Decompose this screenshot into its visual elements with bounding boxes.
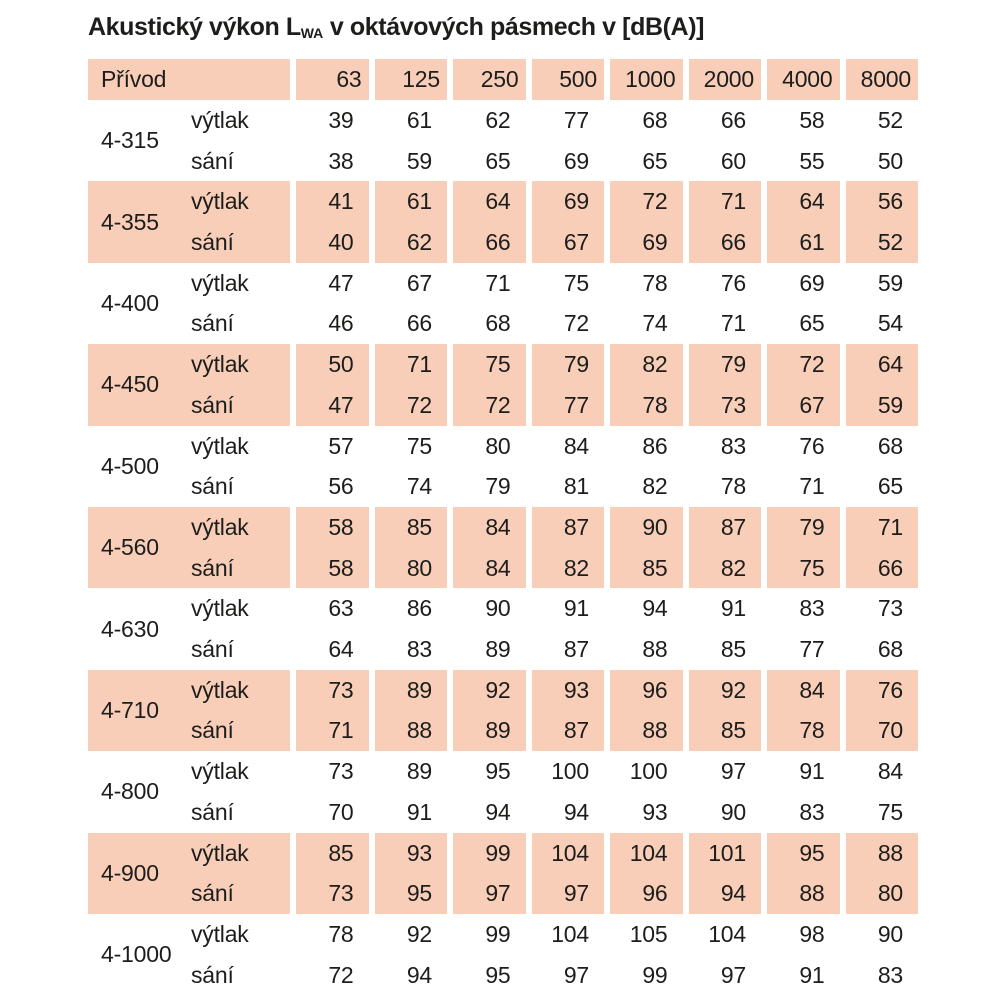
value-cell-4-710-vytlak-4000: 84 [761, 670, 840, 711]
row-label-vytlak: výtlak [191, 351, 249, 378]
model-label: 4-710 [101, 696, 159, 723]
value-cell-4-900-vytlak-125: 93 [369, 833, 448, 874]
value-cell-4-500-sani-4000: 71 [761, 466, 840, 507]
value-cell-4-900-vytlak-1000: 104 [604, 833, 683, 874]
table-group-4-355 [88, 181, 918, 262]
header-cell-63: 63 [290, 59, 369, 100]
model-label: 4-315 [101, 127, 159, 154]
group-label-block [88, 426, 290, 507]
row-labels [191, 100, 290, 181]
value-cell-4-710-sani-250: 89 [447, 710, 526, 751]
value-cell-4-355-sani-4000: 61 [761, 222, 840, 263]
value-cell-4-400-vytlak-4000: 69 [761, 263, 840, 304]
value-cell-4-355-sani-500: 67 [526, 222, 605, 263]
model-label: 4-1000 [101, 941, 172, 968]
row-label-vytlak: výtlak [191, 107, 249, 133]
value-cell-4-800-vytlak-8000: 84 [840, 751, 919, 792]
row-label-vytlak: výtlak [191, 595, 249, 622]
table-header-row [88, 59, 918, 100]
value-cell-4-450-vytlak-1000: 82 [604, 344, 683, 385]
value-cell-4-560-vytlak-63: 58 [290, 507, 369, 548]
value-cell-4-630-vytlak-63: 63 [290, 588, 369, 629]
row-label-vytlak: výtlak [191, 920, 249, 947]
value-cell-4-560-sani-1000: 85 [604, 548, 683, 589]
group-label-block [88, 751, 290, 832]
value-cell-4-1000-vytlak-125: 92 [369, 914, 448, 955]
group-label-block [88, 344, 290, 425]
value-cell-4-1000-vytlak-4000: 98 [761, 914, 840, 955]
value-cell-4-450-sani-250: 72 [447, 385, 526, 426]
value-cell-4-630-sani-8000: 68 [840, 629, 919, 670]
value-cell-4-1000-vytlak-1000: 105 [604, 914, 683, 955]
value-cell-4-315-vytlak-63: 39 [290, 100, 369, 141]
value-cell-4-500-vytlak-63: 57 [290, 426, 369, 467]
value-cell-4-450-sani-1000: 78 [604, 385, 683, 426]
table-group-4-630 [88, 588, 918, 669]
title-text-prefix: Akustický výkon L [88, 13, 301, 41]
value-cell-4-355-vytlak-500: 69 [526, 181, 605, 222]
value-cell-4-400-sani-125: 66 [369, 303, 448, 344]
value-cell-4-355-vytlak-4000: 64 [761, 181, 840, 222]
value-cell-4-630-sani-4000: 77 [761, 629, 840, 670]
group-label-block [88, 100, 290, 181]
value-cell-4-500-sani-250: 79 [447, 466, 526, 507]
value-cell-4-500-sani-125: 74 [369, 466, 448, 507]
value-cell-4-400-sani-4000: 65 [761, 303, 840, 344]
value-cell-4-630-sani-125: 83 [369, 629, 448, 670]
value-cell-4-500-vytlak-8000: 68 [840, 426, 919, 467]
value-cell-4-900-vytlak-8000: 88 [840, 833, 919, 874]
value-cell-4-560-sani-2000: 82 [683, 548, 762, 589]
value-cell-4-710-sani-4000: 78 [761, 710, 840, 751]
value-cell-4-900-vytlak-63: 85 [290, 833, 369, 874]
header-cell-250: 250 [447, 59, 526, 100]
row-label-vytlak: výtlak [191, 432, 249, 459]
header-frequency-cells [290, 59, 918, 100]
value-cell-4-1000-sani-125: 94 [369, 955, 448, 996]
value-cell-4-800-vytlak-4000: 91 [761, 751, 840, 792]
value-cell-4-800-sani-250: 94 [447, 792, 526, 833]
value-cell-4-450-vytlak-125: 71 [369, 344, 448, 385]
value-cell-4-560-vytlak-1000: 90 [604, 507, 683, 548]
group-values [290, 263, 918, 344]
row-label-vytlak: výtlak [191, 513, 249, 540]
value-cell-4-400-vytlak-8000: 59 [840, 263, 919, 304]
table-title [88, 13, 704, 42]
row-label-sani: sání [191, 147, 234, 174]
value-cell-4-900-sani-4000: 88 [761, 873, 840, 914]
value-cell-4-450-vytlak-2000: 79 [683, 344, 762, 385]
row-labels [191, 670, 290, 751]
value-cell-4-560-sani-8000: 66 [840, 548, 919, 589]
group-values [290, 100, 918, 181]
value-cell-4-1000-sani-2000: 97 [683, 955, 762, 996]
group-values [290, 507, 918, 588]
row-label-sani: sání [191, 554, 234, 581]
row-label-sani: sání [191, 391, 234, 418]
value-cell-4-800-sani-63: 70 [290, 792, 369, 833]
row-labels [191, 833, 290, 914]
model-label: 4-800 [101, 778, 159, 805]
value-cell-4-800-sani-1000: 93 [604, 792, 683, 833]
value-cell-4-315-vytlak-250: 62 [447, 100, 526, 141]
value-cell-4-355-vytlak-2000: 71 [683, 181, 762, 222]
title-subscript: WA [300, 25, 324, 41]
table-group-4-500 [88, 426, 918, 507]
value-cell-4-630-sani-500: 87 [526, 629, 605, 670]
value-cell-4-800-vytlak-500: 100 [526, 751, 605, 792]
row-label-sani: sání [191, 473, 234, 500]
value-cell-4-400-sani-8000: 54 [840, 303, 919, 344]
header-cell-500: 500 [526, 59, 605, 100]
row-label-sani: sání [191, 229, 234, 256]
row-labels [191, 751, 290, 832]
value-cell-4-450-sani-125: 72 [369, 385, 448, 426]
group-label-block [88, 263, 290, 344]
value-cell-4-1000-sani-1000: 99 [604, 955, 683, 996]
value-cell-4-500-vytlak-125: 75 [369, 426, 448, 467]
value-cell-4-450-vytlak-500: 79 [526, 344, 605, 385]
header-cell-4000: 4000 [761, 59, 840, 100]
header-cell-1000: 1000 [604, 59, 683, 100]
row-labels [191, 181, 290, 262]
row-label-vytlak: výtlak [191, 839, 249, 866]
value-cell-4-315-sani-2000: 60 [683, 141, 762, 182]
value-cell-4-900-sani-1000: 96 [604, 873, 683, 914]
value-cell-4-800-sani-500: 94 [526, 792, 605, 833]
value-cell-4-450-sani-63: 47 [290, 385, 369, 426]
value-cell-4-900-vytlak-4000: 95 [761, 833, 840, 874]
value-cell-4-1000-vytlak-2000: 104 [683, 914, 762, 955]
value-cell-4-500-sani-8000: 65 [840, 466, 919, 507]
value-cell-4-450-sani-4000: 67 [761, 385, 840, 426]
model-label: 4-560 [101, 534, 159, 561]
group-values [290, 426, 918, 507]
value-cell-4-315-sani-63: 38 [290, 141, 369, 182]
value-cell-4-500-sani-500: 81 [526, 466, 605, 507]
group-values [290, 344, 918, 425]
row-labels [191, 914, 290, 995]
value-cell-4-710-vytlak-125: 89 [369, 670, 448, 711]
value-cell-4-900-vytlak-500: 104 [526, 833, 605, 874]
value-cell-4-800-sani-2000: 90 [683, 792, 762, 833]
row-label-sani: sání [191, 798, 234, 825]
value-cell-4-710-sani-125: 88 [369, 710, 448, 751]
value-cell-4-400-vytlak-250: 71 [447, 263, 526, 304]
table-group-4-450 [88, 344, 918, 425]
row-labels [191, 588, 290, 669]
value-cell-4-710-vytlak-2000: 92 [683, 670, 762, 711]
row-label-vytlak: výtlak [191, 676, 249, 703]
value-cell-4-560-vytlak-2000: 87 [683, 507, 762, 548]
row-label-vytlak: výtlak [191, 188, 249, 215]
value-cell-4-400-sani-1000: 74 [604, 303, 683, 344]
value-cell-4-710-vytlak-250: 92 [447, 670, 526, 711]
row-labels [191, 344, 290, 425]
row-labels [191, 263, 290, 344]
header-cell-8000: 8000 [840, 59, 919, 100]
value-cell-4-800-vytlak-1000: 100 [604, 751, 683, 792]
value-cell-4-500-sani-63: 56 [290, 466, 369, 507]
value-cell-4-630-vytlak-8000: 73 [840, 588, 919, 629]
value-cell-4-900-sani-125: 95 [369, 873, 448, 914]
value-cell-4-560-sani-4000: 75 [761, 548, 840, 589]
value-cell-4-630-vytlak-500: 91 [526, 588, 605, 629]
value-cell-4-355-sani-125: 62 [369, 222, 448, 263]
value-cell-4-800-vytlak-125: 89 [369, 751, 448, 792]
value-cell-4-560-vytlak-4000: 79 [761, 507, 840, 548]
value-cell-4-315-vytlak-4000: 58 [761, 100, 840, 141]
value-cell-4-630-vytlak-1000: 94 [604, 588, 683, 629]
value-cell-4-315-vytlak-8000: 52 [840, 100, 919, 141]
value-cell-4-315-vytlak-125: 61 [369, 100, 448, 141]
value-cell-4-500-vytlak-250: 80 [447, 426, 526, 467]
value-cell-4-560-vytlak-8000: 71 [840, 507, 919, 548]
value-cell-4-400-sani-500: 72 [526, 303, 605, 344]
value-cell-4-710-sani-8000: 70 [840, 710, 919, 751]
value-cell-4-400-sani-2000: 71 [683, 303, 762, 344]
value-cell-4-400-sani-63: 46 [290, 303, 369, 344]
value-cell-4-1000-sani-4000: 91 [761, 955, 840, 996]
value-cell-4-900-sani-500: 97 [526, 873, 605, 914]
value-cell-4-710-vytlak-63: 73 [290, 670, 369, 711]
value-cell-4-1000-sani-63: 72 [290, 955, 369, 996]
title-text-suffix: v oktávových pásmech v [dB(A)] [323, 13, 705, 41]
group-values [290, 833, 918, 914]
value-cell-4-710-sani-2000: 85 [683, 710, 762, 751]
value-cell-4-355-vytlak-8000: 56 [840, 181, 919, 222]
value-cell-4-315-sani-250: 65 [447, 141, 526, 182]
row-label-sani: sání [191, 961, 234, 988]
value-cell-4-710-sani-1000: 88 [604, 710, 683, 751]
model-label: 4-500 [101, 452, 159, 479]
value-cell-4-560-vytlak-500: 87 [526, 507, 605, 548]
header-cell-2000: 2000 [683, 59, 762, 100]
group-label-block [88, 833, 290, 914]
group-label-block [88, 181, 290, 262]
group-values [290, 914, 918, 995]
value-cell-4-800-vytlak-250: 95 [447, 751, 526, 792]
model-label: 4-900 [101, 859, 159, 886]
value-cell-4-355-sani-250: 66 [447, 222, 526, 263]
value-cell-4-900-sani-250: 97 [447, 873, 526, 914]
value-cell-4-560-sani-125: 80 [369, 548, 448, 589]
value-cell-4-630-vytlak-2000: 91 [683, 588, 762, 629]
value-cell-4-1000-vytlak-250: 99 [447, 914, 526, 955]
row-label-vytlak: výtlak [191, 269, 249, 296]
table-body [88, 100, 918, 995]
value-cell-4-450-vytlak-8000: 64 [840, 344, 919, 385]
row-label-vytlak: výtlak [191, 758, 249, 785]
value-cell-4-355-vytlak-250: 64 [447, 181, 526, 222]
value-cell-4-630-sani-250: 89 [447, 629, 526, 670]
group-label-block [88, 670, 290, 751]
acoustic-power-table [88, 59, 918, 995]
value-cell-4-630-sani-2000: 85 [683, 629, 762, 670]
header-cell-125: 125 [369, 59, 448, 100]
value-cell-4-560-sani-500: 82 [526, 548, 605, 589]
value-cell-4-800-vytlak-63: 73 [290, 751, 369, 792]
group-label-block [88, 507, 290, 588]
value-cell-4-710-sani-63: 71 [290, 710, 369, 751]
value-cell-4-900-sani-8000: 80 [840, 873, 919, 914]
group-values [290, 181, 918, 262]
value-cell-4-800-sani-8000: 75 [840, 792, 919, 833]
value-cell-4-900-vytlak-250: 99 [447, 833, 526, 874]
value-cell-4-315-sani-125: 59 [369, 141, 448, 182]
value-cell-4-450-sani-8000: 59 [840, 385, 919, 426]
row-label-sani: sání [191, 880, 234, 907]
value-cell-4-315-sani-500: 69 [526, 141, 605, 182]
group-values [290, 751, 918, 832]
value-cell-4-900-sani-63: 73 [290, 873, 369, 914]
value-cell-4-400-sani-250: 68 [447, 303, 526, 344]
row-label-sani: sání [191, 717, 234, 744]
model-label: 4-450 [101, 371, 159, 398]
row-label-sani: sání [191, 310, 234, 337]
value-cell-4-630-sani-63: 64 [290, 629, 369, 670]
value-cell-4-1000-sani-8000: 83 [840, 955, 919, 996]
value-cell-4-500-sani-1000: 82 [604, 466, 683, 507]
value-cell-4-400-vytlak-1000: 78 [604, 263, 683, 304]
value-cell-4-710-vytlak-500: 93 [526, 670, 605, 711]
group-values [290, 588, 918, 669]
value-cell-4-500-vytlak-4000: 76 [761, 426, 840, 467]
value-cell-4-315-sani-4000: 55 [761, 141, 840, 182]
value-cell-4-355-sani-2000: 66 [683, 222, 762, 263]
value-cell-4-315-vytlak-500: 77 [526, 100, 605, 141]
value-cell-4-710-vytlak-8000: 76 [840, 670, 919, 711]
table-group-4-560 [88, 507, 918, 588]
table-group-4-1000 [88, 914, 918, 995]
header-cell-privod: Přívod [88, 59, 290, 100]
table-group-4-800 [88, 751, 918, 832]
value-cell-4-900-vytlak-2000: 101 [683, 833, 762, 874]
value-cell-4-450-vytlak-63: 50 [290, 344, 369, 385]
value-cell-4-560-vytlak-250: 84 [447, 507, 526, 548]
value-cell-4-630-sani-1000: 88 [604, 629, 683, 670]
value-cell-4-400-vytlak-500: 75 [526, 263, 605, 304]
value-cell-4-315-sani-1000: 65 [604, 141, 683, 182]
value-cell-4-1000-vytlak-500: 104 [526, 914, 605, 955]
value-cell-4-1000-vytlak-8000: 90 [840, 914, 919, 955]
row-labels [191, 426, 290, 507]
value-cell-4-630-vytlak-250: 90 [447, 588, 526, 629]
value-cell-4-500-vytlak-1000: 86 [604, 426, 683, 467]
value-cell-4-355-vytlak-1000: 72 [604, 181, 683, 222]
value-cell-4-800-vytlak-2000: 97 [683, 751, 762, 792]
table-group-4-315 [88, 100, 918, 181]
value-cell-4-400-vytlak-125: 67 [369, 263, 448, 304]
value-cell-4-710-vytlak-1000: 96 [604, 670, 683, 711]
row-labels [191, 507, 290, 588]
value-cell-4-710-sani-500: 87 [526, 710, 605, 751]
value-cell-4-450-vytlak-250: 75 [447, 344, 526, 385]
value-cell-4-1000-sani-500: 97 [526, 955, 605, 996]
table-group-4-400 [88, 263, 918, 344]
group-values [290, 670, 918, 751]
value-cell-4-560-sani-63: 58 [290, 548, 369, 589]
value-cell-4-355-vytlak-125: 61 [369, 181, 448, 222]
value-cell-4-355-vytlak-63: 41 [290, 181, 369, 222]
model-label: 4-630 [101, 615, 159, 642]
value-cell-4-1000-sani-250: 95 [447, 955, 526, 996]
row-label-sani: sání [191, 636, 234, 663]
value-cell-4-800-sani-4000: 83 [761, 792, 840, 833]
value-cell-4-630-vytlak-125: 86 [369, 588, 448, 629]
table-group-4-900 [88, 833, 918, 914]
table-group-4-710 [88, 670, 918, 751]
value-cell-4-400-vytlak-2000: 76 [683, 263, 762, 304]
value-cell-4-900-sani-2000: 94 [683, 873, 762, 914]
group-label-block [88, 914, 290, 995]
value-cell-4-500-vytlak-2000: 83 [683, 426, 762, 467]
model-label: 4-355 [101, 208, 159, 235]
value-cell-4-450-vytlak-4000: 72 [761, 344, 840, 385]
value-cell-4-355-sani-1000: 69 [604, 222, 683, 263]
value-cell-4-500-vytlak-500: 84 [526, 426, 605, 467]
value-cell-4-800-sani-125: 91 [369, 792, 448, 833]
value-cell-4-560-vytlak-125: 85 [369, 507, 448, 548]
value-cell-4-450-sani-500: 77 [526, 385, 605, 426]
value-cell-4-355-sani-63: 40 [290, 222, 369, 263]
value-cell-4-450-sani-2000: 73 [683, 385, 762, 426]
value-cell-4-630-vytlak-4000: 83 [761, 588, 840, 629]
value-cell-4-400-vytlak-63: 47 [290, 263, 369, 304]
value-cell-4-560-sani-250: 84 [447, 548, 526, 589]
value-cell-4-315-vytlak-2000: 66 [683, 100, 762, 141]
value-cell-4-1000-vytlak-63: 78 [290, 914, 369, 955]
value-cell-4-500-sani-2000: 78 [683, 466, 762, 507]
group-label-block [88, 588, 290, 669]
value-cell-4-315-vytlak-1000: 68 [604, 100, 683, 141]
value-cell-4-315-sani-8000: 50 [840, 141, 919, 182]
value-cell-4-355-sani-8000: 52 [840, 222, 919, 263]
model-label: 4-400 [101, 289, 159, 316]
